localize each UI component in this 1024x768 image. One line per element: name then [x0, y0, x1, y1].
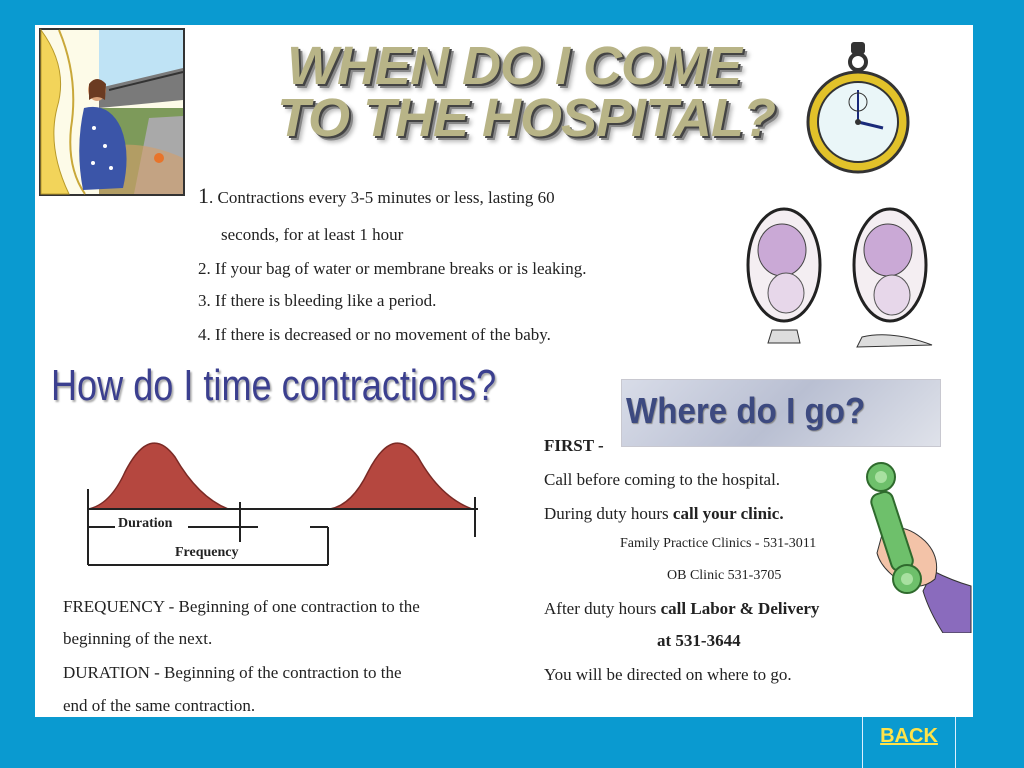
ob-clinic: OB Clinic 531-3705: [667, 568, 782, 583]
call-before-text: Call before coming to the hospital.: [544, 470, 781, 489]
phone-handset-icon: [863, 461, 973, 633]
info-sheet: [35, 25, 973, 717]
duty-hours-text: During duty hours call your clinic.: [544, 504, 784, 523]
contraction-diagram: [80, 427, 490, 572]
after-hours-text: After duty hours call Labor & Delivery: [544, 599, 820, 618]
back-button[interactable]: BACK: [880, 725, 938, 747]
criteria-item-2: 2. If your bag of water or membrane breaks or is leaking.: [198, 259, 587, 278]
fetus-position-illustration: [742, 205, 942, 353]
title-line-2: TO THE HOSPITAL?: [277, 88, 776, 148]
timing-heading: How do I time contractions?: [51, 361, 497, 410]
criteria-item-4: 4. If there is decreased or no movement of the baby.: [198, 325, 551, 344]
stopwatch-icon: [803, 40, 913, 175]
frequency-definition-line-1: FREQUENCY - Beginning of one contraction to the: [63, 597, 420, 616]
title-line-1: WHEN DO I COME: [287, 36, 741, 96]
frequency-label: Frequency: [175, 545, 239, 560]
family-practice-clinics: Family Practice Clinics - 531-3011: [620, 536, 817, 551]
directed-text: You will be directed on where to go.: [544, 665, 792, 684]
criteria-item-1-cont: seconds, for at least 1 hour: [221, 225, 404, 244]
back-nav-box: [862, 717, 956, 768]
pregnant-woman-illustration: [39, 28, 185, 196]
where-heading: Where do I go?: [626, 390, 866, 431]
criteria-item-1: 1. Contractions every 3-5 minutes or less, lasting 60: [198, 183, 555, 208]
first-label: FIRST -: [544, 436, 604, 455]
criteria-item-3: 3. If there is bleeding like a period.: [198, 291, 437, 310]
frequency-definition-line-2: beginning of the next.: [63, 629, 213, 648]
where-heading-box: [621, 379, 941, 447]
duration-definition-line-1: DURATION - Beginning of the contraction to the: [63, 663, 402, 682]
duration-label: Duration: [118, 516, 173, 531]
duration-definition-line-2: end of the same contraction.: [63, 696, 256, 715]
labor-delivery-number: at 531-3644: [657, 631, 741, 650]
